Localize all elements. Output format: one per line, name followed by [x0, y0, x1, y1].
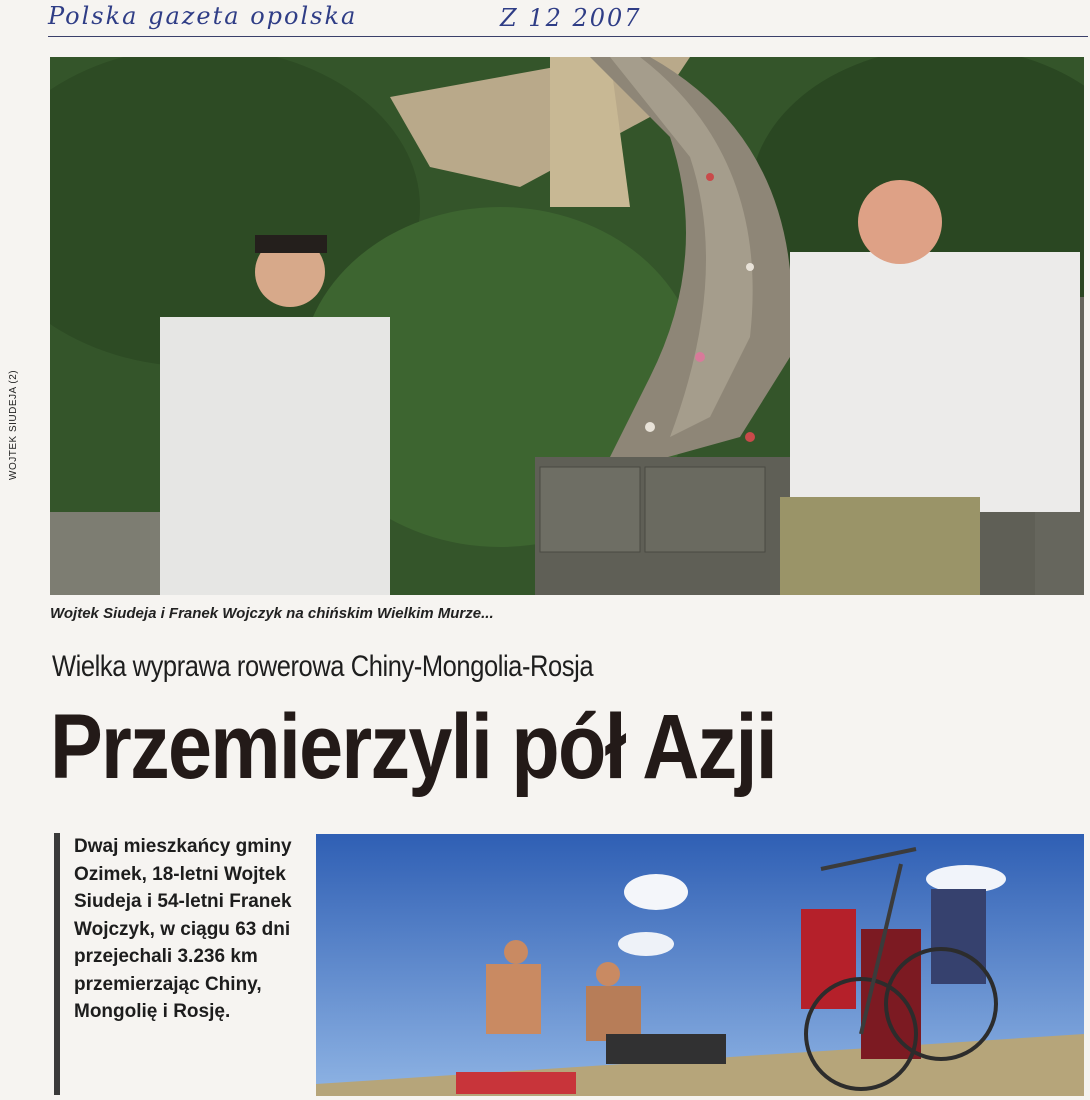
photo-caption: Wojtek Siudeja i Franek Wojczyk na chińskim Wielkim Murze...	[50, 605, 494, 622]
photo-credit: WOJTEK SIUDEJA (2)	[8, 369, 19, 480]
header-rule	[48, 36, 1088, 37]
great-wall-photo-drawing	[50, 57, 1084, 595]
article-kicker: Wielka wyprawa rowerowa Chiny-Mongolia-Rosja	[52, 650, 594, 683]
cyclists-resting-photo	[316, 834, 1084, 1096]
publication-date: Z 12 2007	[500, 4, 642, 32]
publication-name: Polska gazeta opolska	[48, 2, 358, 30]
article-headline: Przemierzyli pół Azji	[50, 696, 777, 798]
article-lead: Dwaj mieszkańcy gminy Ozimek, 18-letni Wojtek Siudeja i 54-letni Franek Wojczyk, w ciągu 63 dni przejechali 3.236 km przemierzając Chiny, Mongolię i Rosję.	[54, 833, 322, 1095]
cyclists-resting-photo-drawing	[316, 834, 1084, 1096]
handwritten-annotation	[48, 0, 1048, 40]
great-wall-photo	[50, 57, 1084, 595]
